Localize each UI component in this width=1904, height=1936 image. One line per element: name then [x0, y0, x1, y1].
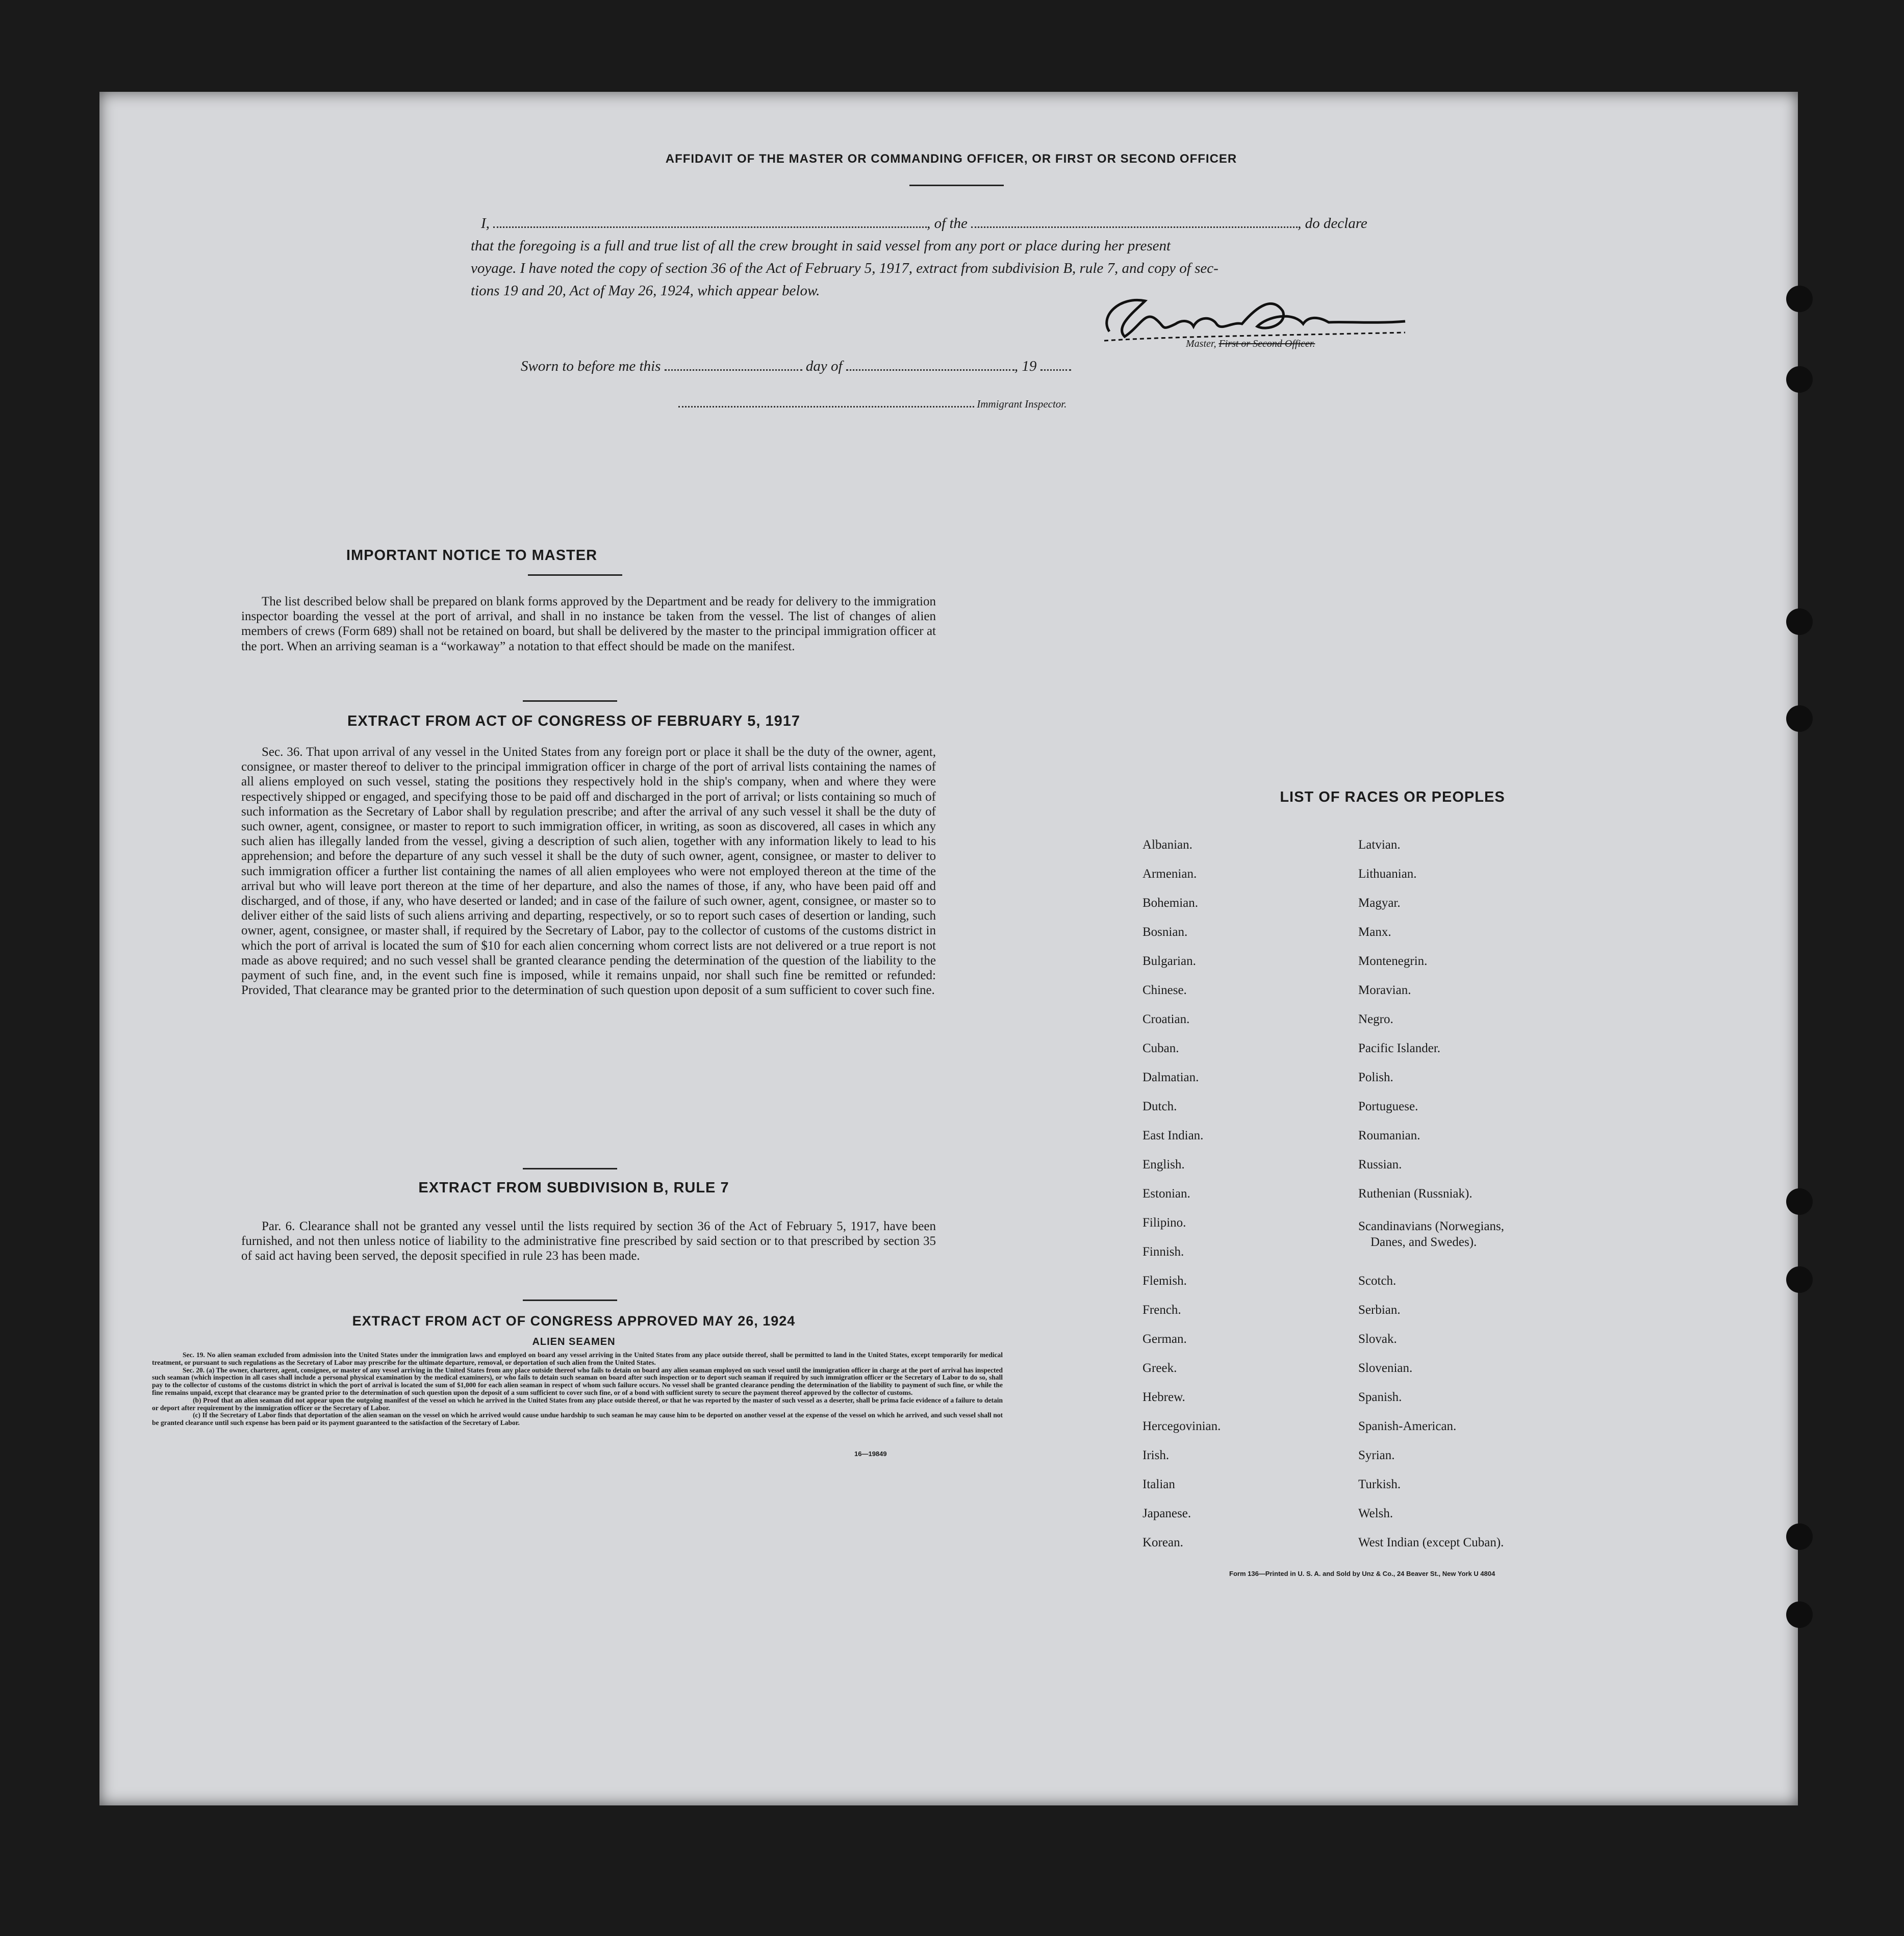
sec-20c: (c) If the Secretary of Labor finds that deportation of the alien seaman on the vessel on which he arrived would cause undue hardship to such seaman he may cause him to be deported on another vessel at the expense of the vessel on which he arrived, and such vessel shall not be granted clearance until such expense has been paid or its payment guaranteed to the satisfaction of the Secretary of Labor. [152, 1411, 1003, 1427]
of-the-label: , of the [927, 215, 968, 232]
master-label-line [1186, 338, 1315, 350]
binder-hole [1786, 1266, 1813, 1293]
race-left-8: Dalmatian. [1143, 1071, 1199, 1084]
race-right-12: Ruthenian (Russniak). [1358, 1187, 1473, 1201]
divider [523, 1300, 617, 1301]
race-left-10: East Indian. [1143, 1129, 1204, 1142]
race-left-2: Bohemian. [1143, 896, 1199, 910]
form-code: 16—19849 [854, 1450, 887, 1458]
races-title: LIST OF RACES OR PEOPLES [1280, 789, 1505, 805]
year-label: , 19 [1014, 358, 1037, 374]
i-label: I, [481, 215, 490, 232]
race-right-10: Roumanian. [1358, 1129, 1420, 1142]
binder-hole [1786, 286, 1813, 312]
binder-hole [1786, 1523, 1813, 1550]
race-right-23: Welsh. [1358, 1507, 1393, 1520]
race-left-3: Bosnian. [1143, 925, 1188, 939]
race-left-9: Dutch. [1143, 1100, 1177, 1113]
binder-hole [1786, 1188, 1813, 1215]
race-right-0: Latvian. [1358, 838, 1401, 852]
race-left-18: Greek. [1143, 1361, 1177, 1375]
document-page [99, 92, 1798, 1805]
inspector-blank[interactable] [678, 398, 974, 407]
form-printer-note: Form 136—Printed in U. S. A. and Sold by Unz & Co., 24 Beaver St., New York U 4804 [1229, 1570, 1495, 1577]
race-left-21: Irish. [1143, 1448, 1170, 1462]
affidavit-line-1 [471, 213, 1542, 232]
race-right-21: Syrian. [1358, 1448, 1395, 1462]
race-left-24: Korean. [1143, 1536, 1183, 1549]
do-declare-label: , do declare [1298, 215, 1367, 232]
affidavit-line-4: tions 19 and 20, Act of May 26, 1924, which appear below. [471, 283, 820, 299]
name-blank[interactable] [493, 213, 927, 228]
affidavit-line-3: voyage. I have noted the copy of section 36 of the Act of February 5, 1917, extract from subdivision B, rule 7, and copy of sec- [471, 260, 1218, 276]
race-left-0: Albanian. [1143, 838, 1192, 852]
extract-1924-subtitle: ALIEN SEAMEN [532, 1336, 616, 1347]
month-blank[interactable] [846, 356, 1014, 371]
sec-20b: (b) Proof that an alien seaman did not appear upon the outgoing manifest of the vessel on which he arrived in the United States from any place outside thereof, or that he was reported by the master of such vessel as a deserter, shall be prima facie evidence of a failure to detain or deport after requirement by the immigration officer or the Secretary of Labor. [152, 1396, 1003, 1412]
extract-1917-title: EXTRACT FROM ACT OF CONGRESS OF FEBRUARY 5, 1917 [347, 713, 801, 729]
race-left-23: Japanese. [1143, 1507, 1191, 1520]
race-left-1: Armenian. [1143, 867, 1197, 881]
race-right-15: Scotch. [1358, 1274, 1397, 1288]
year-blank[interactable] [1040, 356, 1071, 371]
sec-19: Sec. 19. No alien seaman excluded from admission into the United States under the immigration laws and employed on board any vessel arriving in the United States from any place outside thereof, shall be permitted to land in the United States, except temporarily for medical treatment, or pursuant to such regulations as the Secretary of Labor may prescribe for the ultimate departure, removal, or deportation of such alien from the United States. [152, 1351, 1003, 1366]
race-right-2: Magyar. [1358, 896, 1401, 910]
divider [523, 700, 617, 702]
struck-officer-label: First or Second Officer. [1218, 338, 1315, 349]
notice-title: IMPORTANT NOTICE TO MASTER [346, 547, 598, 564]
race-left-14: Finnish. [1143, 1245, 1184, 1259]
race-right-8: Polish. [1358, 1071, 1393, 1084]
race-right-9: Portuguese. [1358, 1100, 1418, 1113]
race-right-22: Turkish. [1358, 1478, 1401, 1491]
race-right-6: Negro. [1358, 1012, 1393, 1026]
race-left-11: English. [1143, 1158, 1185, 1171]
race-right-7: Pacific Islander. [1358, 1041, 1441, 1055]
vessel-blank[interactable] [971, 213, 1298, 228]
race-right-24: West Indian (except Cuban). [1358, 1536, 1504, 1549]
race-left-15: Flemish. [1143, 1274, 1187, 1288]
extract-rule7-text: Par. 6. Clearance shall not be granted any vessel until the lists required by section 36 of the Act of February 5, 1917, have been furnished, and not then unless notice of liability to the administrative fine prescribed by said section or to that prescribed by section 35 of said act having been served, the deposit specified in rule 23 has been made. [241, 1219, 936, 1263]
race-right-20: Spanish-American. [1358, 1419, 1457, 1433]
race-right-17: Slovak. [1358, 1332, 1397, 1346]
race-right-13: Scandinavians (Norwegians, [1358, 1219, 1505, 1233]
race-left-7: Cuban. [1143, 1041, 1179, 1055]
race-left-20: Hercegovinian. [1143, 1419, 1221, 1433]
binder-hole [1786, 705, 1813, 732]
race-left-12: Estonian. [1143, 1187, 1190, 1201]
extract-1924-text [152, 1352, 1003, 1427]
binder-hole [1786, 1601, 1813, 1628]
race-left-22: Italian [1143, 1478, 1175, 1491]
day-blank[interactable] [665, 356, 802, 371]
notice-text: The list described below shall be prepared on blank forms approved by the Department and be ready for delivery to the immigration inspector boarding the vessel at the port of arrival, and shall in no instance be taken from the vessel. The list of changes of alien members of crews (Form 689) shall not be retained on board, but shall be delivered by the master to the principal immigration officer at the port. When an arriving seaman is a “workaway” a notation to that effect should be made on the manifest. [241, 595, 936, 653]
race-left-4: Bulgarian. [1143, 954, 1196, 968]
race-left-19: Hebrew. [1143, 1390, 1185, 1404]
race-left-13: Filipino. [1143, 1216, 1186, 1230]
race-right-1: Lithuanian. [1358, 867, 1417, 881]
extract-1917-text: Sec. 36. That upon arrival of any vessel in the United States from any foreign port or place it shall be the duty of the owner, agent, consignee, or master thereof to deliver to the principal immigration officer in charge of the port of arrival lists containing the names of all aliens employed on such vessel, stating the positions they respectively hold in the ship's company, when and where they were respectively shipped or engaged, and specifying those to be paid off and discharged in the port of arrival; or lists containing so much of such information as the Secretary of Labor shall by regulation prescribe; and after the arrival of any such vessel it shall be the duty of such owner, agent, consignee, or master to report to such immigration officer, in writing, as soon as discovered, all cases in which any such alien has illegally landed from the vessel, giving a description of such alien, together with any information likely to lead to his apprehension; and before the departure of any such vessel it shall be the duty of such owner, agent, consignee, or master to deliver to such immigration officer a further list containing the names of all alien employees who were not employed thereon at the time of the arrival but who will leave port thereon at the time of her departure, and also the names of those, if any, who have been paid off and discharged, and of those, if any, who have deserted or landed; and in case of the failure of such owner, agent, consignee, or master so to deliver either of the said lists of such aliens arriving and departing, respectively, or so to report such cases of desertion or landing, such owner, agent, consignee, or master shall, if required by the Secretary of Labor, pay to the collector of customs of the customs district in which the port of arrival is located the sum of $10 for each alien concerning whom correct lists are not delivered or a true report is not made as above required; and no such vessel shall be granted clearance pending the determination of the question of the liability to the payment of such fine, and, in the event such fine is imposed, while it remains unpaid, nor shall such fine be remitted or refunded: Provided, That clearance may be granted prior to the determination of such question upon deposit of a sum sufficient to cover such fine. [241, 745, 936, 998]
inspector-line [678, 398, 1067, 411]
race-right-14: Danes, and Swedes). [1370, 1235, 1477, 1249]
sec-20a: Sec. 20. (a) The owner, charterer, agent, consignee, or master of any vessel arriving in the United States from any place outside thereof who fails to detain on board any alien seaman employed on such vessel until the immigration officer in charge at the port of arrival has inspected such seaman (which inspection in all cases shall include a personal physical examination by the medical examiners), or who fails to detain such seaman on board after such inspection or to deport such seaman if required by such immigration officer or the Secretary of Labor to do so, shall pay to the collector of customs of the customs district in which the port of arrival is located the sum of $1,000 for each alien seaman in respect of whom such failure occurs. No vessel shall be granted clearance pending the determination of the liability to payment of such fine, or while the fine remains unpaid, except that clearance may be granted prior to the determination of such question upon the deposit of a sum sufficient to cover such fine, or of a bond with sufficient surety to secure the payment thereof approved by the collector of customs. [152, 1366, 1003, 1396]
binder-hole [1786, 608, 1813, 635]
sworn-label: Sworn to before me this [521, 358, 661, 374]
day-of-label: day of [805, 358, 843, 374]
divider [909, 185, 1004, 186]
race-right-11: Russian. [1358, 1158, 1402, 1171]
race-right-5: Moravian. [1358, 983, 1411, 997]
divider [523, 1168, 617, 1169]
extract-1924-title: EXTRACT FROM ACT OF CONGRESS APPROVED MAY 26, 1924 [352, 1313, 796, 1329]
divider [528, 574, 622, 576]
race-right-3: Manx. [1358, 925, 1391, 939]
race-left-16: French. [1143, 1303, 1181, 1317]
race-right-18: Slovenian. [1358, 1361, 1413, 1375]
race-right-4: Montenegrin. [1358, 954, 1428, 968]
master-label: Master, [1186, 338, 1216, 349]
race-left-17: German. [1143, 1332, 1187, 1346]
sworn-line [521, 356, 1071, 375]
race-right-19: Spanish. [1358, 1390, 1402, 1404]
affidavit-title: AFFIDAVIT OF THE MASTER OR COMMANDING OFFICER, OR FIRST OR SECOND OFFICER [665, 152, 1237, 166]
binder-hole [1786, 366, 1813, 393]
extract-rule7-title: EXTRACT FROM SUBDIVISION B, RULE 7 [418, 1180, 729, 1196]
race-left-5: Chinese. [1143, 983, 1187, 997]
inspector-label: Immigrant Inspector. [977, 398, 1067, 410]
race-right-16: Serbian. [1358, 1303, 1401, 1317]
affidavit-line-2: that the foregoing is a full and true list of all the crew brought in said vessel from any port or place during her present [471, 238, 1171, 254]
race-left-6: Croatian. [1143, 1012, 1190, 1026]
